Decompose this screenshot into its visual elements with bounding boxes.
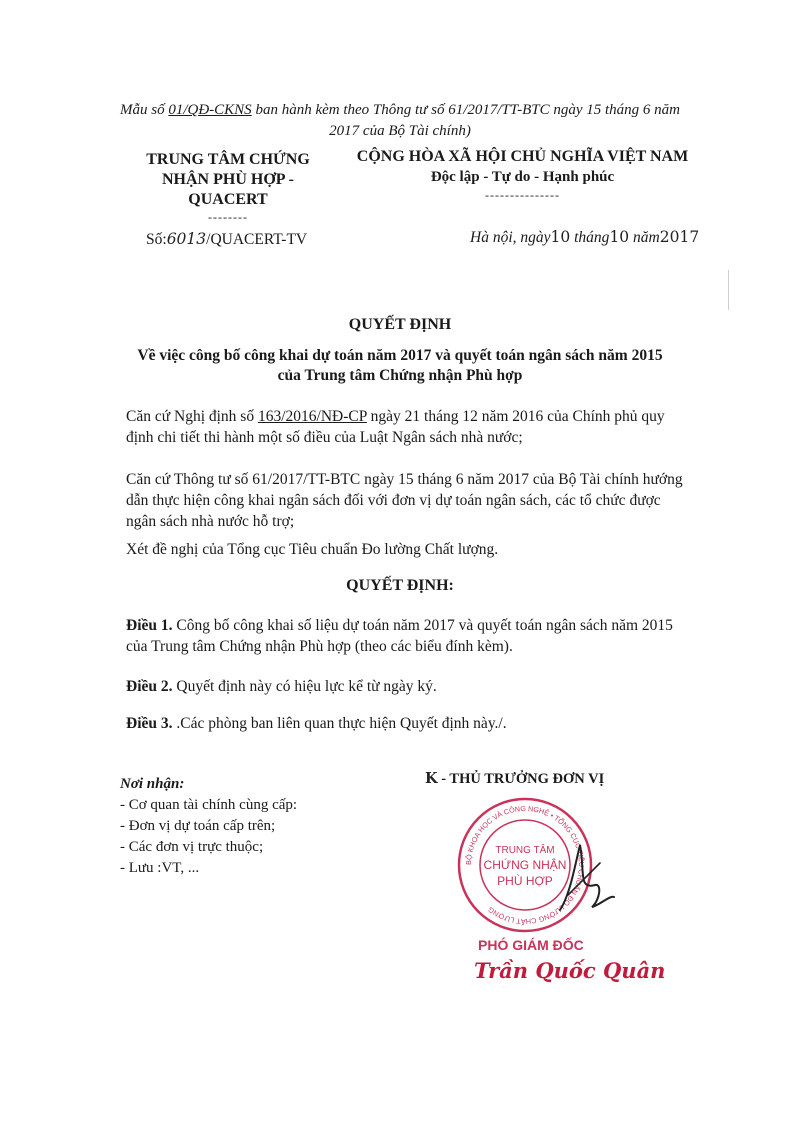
recipient-item: - Lưu :VT, ...	[120, 860, 200, 876]
handwritten-mark: K	[425, 770, 438, 787]
stamp-ring-text: BỘ KHOA HỌC VÀ CÔNG NGHỆ • TỔNG CỤC TIÊU CHUẨN ĐO LƯỜNG CHẤT LƯỢNG	[463, 803, 587, 927]
subject-line-1: Về việc công bố công khai dự toán năm 2017 và quyết toán ngân sách năm 2015	[137, 347, 663, 364]
basis-paragraph-2	[126, 469, 686, 532]
basis-1-text: ngày 21 tháng 12 năm 2016 của Chính phủ quy định chi tiết thi hành một số điều của Luật Ngân sách nhà nước;	[126, 408, 665, 446]
issuer-line-2: NHẬN PHÙ HỢP -	[162, 171, 294, 188]
stamp-center-line-1: TRUNG TÂM	[495, 845, 555, 856]
article-3-text: .Các phòng ban liên quan thực hiện Quyết định này./.	[172, 715, 507, 732]
nation-header	[335, 146, 710, 202]
basis-2-text: Căn cứ Thông tư số 61/2017/TT-BTC ngày 15 tháng 6 năm 2017 của Bộ Tài chính hướng dẫn thực hiện công khai ngân sách đối với đơn vị dự toán ngân sách, các tổ chức được ngân sách nhà nước hỗ trợ;	[126, 471, 683, 530]
recipient-item: - Cơ quan tài chính cùng cấp:	[120, 797, 298, 813]
nation-divider: ---------------	[485, 188, 560, 202]
date-month-label: tháng	[570, 229, 610, 246]
doc-number-handwritten: 6013	[166, 230, 207, 248]
doc-number-prefix: Số:	[146, 231, 167, 248]
document-subject	[80, 346, 720, 386]
form-note	[120, 100, 680, 142]
date-year-label: năm	[629, 229, 660, 246]
basis-paragraph-1	[126, 406, 686, 448]
date-month: 10	[609, 228, 630, 246]
stamp-center-line-2: CHỨNG NHẬN	[483, 858, 567, 872]
basis-1-reference: 163/2016/NĐ-CP	[257, 408, 367, 425]
recipient-item: - Đơn vị dự toán cấp trên;	[120, 818, 276, 834]
issue-date	[470, 228, 699, 247]
nation-motto: Độc lập - Tự do - Hạnh phúc	[430, 169, 615, 185]
issuer-header	[118, 150, 338, 224]
document-number	[146, 230, 307, 249]
issuer-line-1: TRUNG TÂM CHỨNG	[146, 151, 310, 168]
recipient-item: - Các đơn vị trực thuộc;	[120, 839, 264, 855]
scan-artifact-line	[728, 270, 729, 310]
article-1-label: Điều 1.	[126, 617, 173, 634]
article-2-text: Quyết định này có hiệu lực kể từ ngày ký.	[172, 678, 437, 695]
head-of-unit-title	[425, 770, 604, 788]
article-2	[126, 676, 686, 697]
recipients-block	[120, 774, 297, 879]
decision-heading: QUYẾT ĐỊNH:	[346, 577, 454, 594]
nation-line-1: CỘNG HÒA XÃ HỘI CHỦ NGHĨA VIỆT NAM	[356, 148, 689, 165]
subject-line-2: của Trung tâm Chứng nhận Phù hợp	[277, 367, 523, 384]
basis-paragraph-3	[126, 539, 686, 560]
date-year: 2017	[659, 228, 700, 246]
document-title: QUYẾT ĐỊNH	[348, 316, 452, 333]
doc-number-suffix: /QUACERT-TV	[206, 231, 308, 248]
form-note-suffix: ban hành kèm theo Thông tư số 61/2017/TT-BTC ngày 15 tháng 6 năm 2017 của Bộ Tài chính)	[251, 102, 681, 139]
article-2-label: Điều 2.	[126, 678, 173, 695]
issuer-divider: --------	[208, 210, 248, 224]
head-title-text: - THỦ TRƯỞNG ĐƠN VỊ	[441, 771, 605, 787]
date-place: Hà nội, ngày	[470, 229, 551, 246]
article-1	[126, 615, 686, 657]
form-note-code: 01/QĐ-CKNS	[168, 102, 252, 118]
handwritten-signature	[540, 835, 620, 925]
article-1-text: Công bố công khai số liệu dự toán năm 2017 và quyết toán ngân sách năm 2015 của Trung tâm Chứng nhận Phù hợp (theo các biểu đính kèm).	[126, 617, 673, 655]
stamp-center-line-3: PHÙ HỢP	[497, 874, 553, 888]
signer-name: Trần Quốc Quân	[474, 958, 666, 983]
article-3-label: Điều 3.	[126, 715, 173, 732]
recipients-heading: Nơi nhận:	[120, 776, 185, 792]
basis-1-prefix: Căn cứ Nghị định số	[126, 408, 258, 425]
article-3	[126, 713, 686, 734]
form-note-prefix: Mẫu số	[120, 102, 169, 118]
basis-3-text: Xét đề nghị của Tổng cục Tiêu chuẩn Đo lường Chất lượng.	[126, 541, 499, 558]
deputy-director-title: PHÓ GIÁM ĐỐC	[478, 937, 584, 953]
date-day: 10	[550, 228, 571, 246]
issuer-line-3: QUACERT	[188, 191, 268, 208]
